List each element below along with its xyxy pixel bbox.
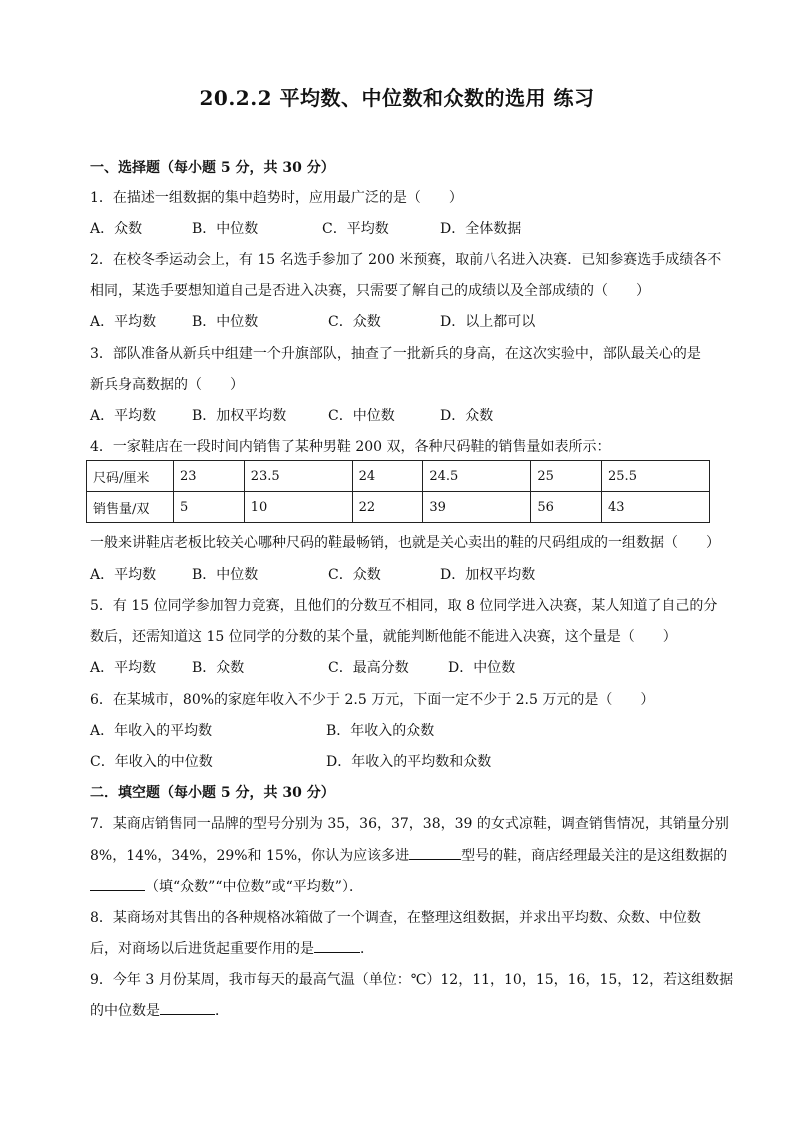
question-7-line-1: 7．某商店销售同一品牌的型号分别为 35，36，37，38，39 的女式凉鞋，调查销售情况，其销量分别 bbox=[90, 816, 729, 832]
question-4-follow-up: 一般来讲鞋店老板比较关心哪种尺码的鞋最畅销，也就是关心卖出的鞋的尺码组成的一组数据（ ） bbox=[90, 535, 720, 551]
question-4-stem: 4．一家鞋店在一段时间内销售了某种男鞋 200 双，各种尺码鞋的销售量如表所示： bbox=[90, 439, 611, 455]
question-4-option-a: A．平均数 bbox=[90, 567, 157, 583]
question-1-option-b: B．中位数 bbox=[192, 221, 259, 237]
question-3-option-d: D．众数 bbox=[440, 408, 494, 424]
question-5-option-d: D．中位数 bbox=[448, 660, 516, 676]
table-cell-sales: 43 bbox=[602, 492, 710, 523]
question-2-line-1: 2．在校冬季运动会上，有 15 名选手参加了 200 米预赛，取前八名进入决赛．已知参赛选手成绩各不 bbox=[90, 252, 722, 268]
question-8-line-2-text-b: ． bbox=[360, 941, 374, 957]
question-5-option-b: B．众数 bbox=[192, 660, 245, 676]
question-3-line-2: 新兵身高数据的（ ） bbox=[90, 377, 244, 393]
question-6-option-c: C．年收入的中位数 bbox=[90, 754, 213, 770]
question-1-option-c: C．平均数 bbox=[322, 221, 389, 237]
question-7-line-2 bbox=[90, 845, 727, 865]
question-3-option-a: A．平均数 bbox=[90, 408, 157, 424]
question-8-line-2-text-a: 后，对商场以后进货起重要作用的是 bbox=[90, 941, 314, 957]
question-1-option-a: A．众数 bbox=[90, 221, 143, 237]
question-2-option-b: B．中位数 bbox=[192, 314, 259, 330]
question-6-option-a: A．年收入的平均数 bbox=[90, 723, 213, 739]
section-choice-heading: 一、选择题（每小题 5 分，共 30 分） bbox=[90, 160, 335, 176]
question-9-line-1: 9．今年 3 月份某周，我市每天的最高气温（单位：℃）12，11，10，15，16，15，12，若这组数据 bbox=[90, 972, 734, 988]
table-cell-size: 23 bbox=[174, 461, 245, 492]
table-header-sales: 销售量/双 bbox=[87, 492, 174, 523]
question-9-line-2 bbox=[90, 1000, 229, 1020]
question-3-option-c: C．中位数 bbox=[328, 408, 395, 424]
question-8-line-2 bbox=[90, 938, 374, 958]
question-2-line-2: 相同，某选手要想知道自己是否进入决赛，只需要了解自己的成绩以及全部成绩的（ ） bbox=[90, 283, 650, 299]
table-cell-sales: 5 bbox=[174, 492, 245, 523]
table-cell-size: 24 bbox=[352, 461, 423, 492]
answer-blank[interactable] bbox=[90, 876, 145, 891]
table-cell-size: 25 bbox=[531, 461, 602, 492]
question-8-line-1: 8．某商场对其售出的各种规格冰箱做了一个调查，在整理这组数据，并求出平均数、众数、中位数 bbox=[90, 910, 701, 926]
question-9-line-2-text-a: 的中位数是 bbox=[90, 1003, 160, 1019]
page-title: 20.2.2 平均数、中位数和众数的选用 练习 bbox=[199, 86, 595, 110]
question-3-line-1: 3．部队准备从新兵中组建一个升旗部队，抽查了一批新兵的身高，在这次实验中，部队最关心的是 bbox=[90, 346, 701, 362]
question-7-line-2-text-a: 8%，14%，34%，29%和 15%，你认为应该多进 bbox=[90, 848, 410, 864]
question-5-line-1: 5．有 15 位同学参加智力竞赛，且他们的分数互不相同，取 8 位同学进入决赛，某人知道了自己的分 bbox=[90, 598, 718, 614]
table-cell-size: 25.5 bbox=[602, 461, 710, 492]
question-9-line-2-text-b: ． bbox=[215, 1003, 229, 1019]
question-5-option-a: A．平均数 bbox=[90, 660, 157, 676]
question-4-option-d: D．加权平均数 bbox=[440, 567, 536, 583]
question-7-line-2-text-b: 型号的鞋，商店经理最关注的是这组数据的 bbox=[461, 848, 728, 864]
shoe-size-sales-table bbox=[86, 460, 710, 523]
table-cell-sales: 56 bbox=[531, 492, 602, 523]
table-row bbox=[87, 492, 710, 523]
question-5-option-c: C．最高分数 bbox=[328, 660, 409, 676]
question-6-option-b: B．年收入的众数 bbox=[326, 723, 435, 739]
table-row bbox=[87, 461, 710, 492]
table-cell-sales: 39 bbox=[423, 492, 531, 523]
question-2-option-c: C．众数 bbox=[328, 314, 381, 330]
answer-blank[interactable] bbox=[160, 1000, 215, 1015]
question-2-option-d: D．以上都可以 bbox=[440, 314, 536, 330]
question-7-line-3 bbox=[90, 876, 363, 896]
question-3-option-b: B．加权平均数 bbox=[192, 408, 287, 424]
table-header-size: 尺码/厘米 bbox=[87, 461, 174, 492]
table-cell-sales: 10 bbox=[244, 492, 352, 523]
question-6-stem: 6．在某城市，80%的家庭年收入不少于 2.5 万元，下面一定不少于 2.5 万元的是（ ） bbox=[90, 692, 655, 708]
table-cell-sales: 22 bbox=[352, 492, 423, 523]
question-4-option-c: C．众数 bbox=[328, 567, 381, 583]
section-fill-heading: 二．填空题（每小题 5 分，共 30 分） bbox=[90, 785, 335, 801]
question-4-option-b: B．中位数 bbox=[192, 567, 259, 583]
answer-blank[interactable] bbox=[314, 938, 360, 953]
question-6-option-d: D．年收入的平均数和众数 bbox=[326, 754, 492, 770]
question-2-option-a: A．平均数 bbox=[90, 314, 157, 330]
answer-blank[interactable] bbox=[409, 845, 461, 860]
table-cell-size: 24.5 bbox=[423, 461, 531, 492]
question-1-stem: 1．在描述一组数据的集中趋势时，应用最广泛的是（ ） bbox=[90, 190, 463, 206]
question-7-line-3-text: （填“众数”“中位数”或“平均数”）． bbox=[145, 879, 363, 895]
question-1-option-d: D．全体数据 bbox=[440, 221, 522, 237]
question-5-line-2: 数后，还需知道这 15 位同学的分数的某个量，就能判断他能不能进入决赛，这个量是（ ） bbox=[90, 629, 677, 645]
table-cell-size: 23.5 bbox=[244, 461, 352, 492]
